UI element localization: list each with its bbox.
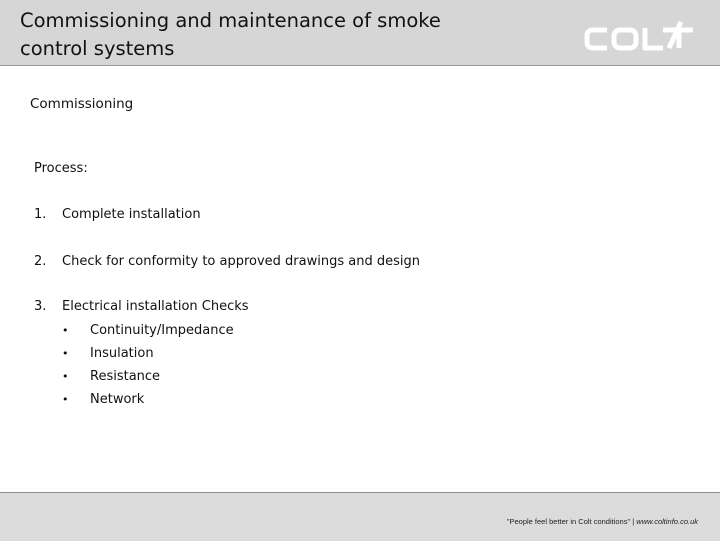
footer-tagline: "People feel better in Colt conditions" [506,517,631,526]
colt-logo-icon [583,18,698,56]
step-number: 2. [34,254,47,269]
check-label: Network [90,392,145,407]
step-number: 1. [34,207,47,222]
bullet-icon: • [62,324,69,337]
footer-separator: | [632,517,635,526]
step-number: 3. [34,299,47,314]
slide-footer [0,492,720,541]
step-text: Complete installation [62,207,201,222]
electrical-checks-list [62,321,234,413]
list-item [62,321,234,344]
check-label: Resistance [90,369,161,384]
bullet-icon: • [62,347,69,360]
section-title: Commissioning [30,96,134,112]
list-item [62,344,234,367]
slide-header [0,0,720,66]
footer-text [507,517,698,526]
slide-title: Commissioning and maintenance of smoke control systems [20,9,441,60]
list-item [62,367,234,390]
bullet-icon: • [62,393,69,406]
step-item [34,254,420,269]
footer-website: www.coltinfo.co.uk [636,517,698,526]
list-item [62,390,234,413]
check-label: Continuity/Impedance [90,323,234,338]
bullet-icon: • [62,370,69,383]
step-text: Electrical installation Checks [62,299,249,314]
step-text: Check for conformity to approved drawings and design [62,254,420,269]
step-item [34,299,249,314]
process-label: Process: [34,161,88,176]
check-label: Insulation [90,346,154,361]
step-item [34,207,201,222]
